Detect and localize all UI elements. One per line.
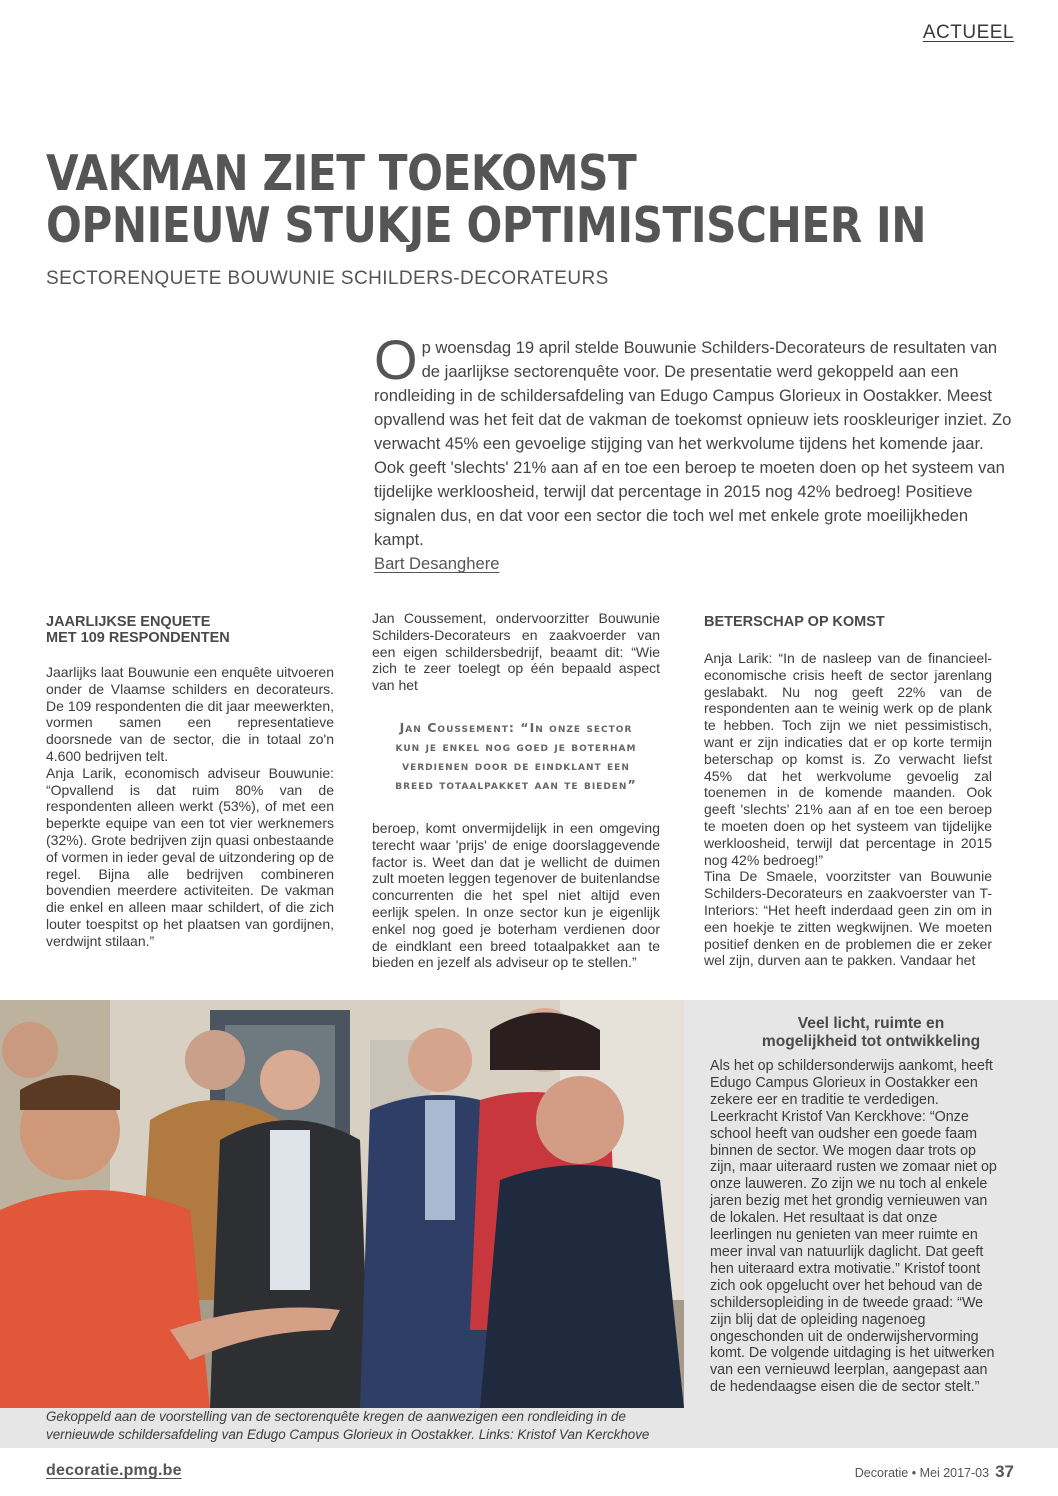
page-number: 37 (995, 1462, 1014, 1481)
author-byline: Bart Desanghere (374, 554, 500, 573)
article-subhead: SECTORENQUETE BOUWUNIE SCHILDERS-DECORATEURS (46, 268, 609, 289)
column-3 (704, 614, 992, 969)
column-1-heading-line-1: JAARLIJKSE ENQUETE (46, 614, 211, 630)
footer-website-link[interactable]: decoratie.pmg.be (46, 1462, 182, 1479)
headline-line-1: VAKMAN ZIET TOEKOMST (46, 145, 637, 202)
column-1-heading-line-2: MET 109 RESPONDENTEN (46, 630, 230, 646)
headline-line-2: OPNIEUW STUKJE OPTIMISTISCHER IN (46, 197, 927, 254)
column-3-paragraph: Anja Larik: “In de nasleep van de financieel-economische crisis heeft de sector jarenlang geslabakt. Nu nog geeft 22% van de respondenten aan te weinig werk op de plank te hebben. Toch zijn we niet pessimistisch, want er zijn indicaties dat er op korte termijn beterschap op komst is. Zo verwacht liefst 45% dat het werkvolume gevoelig zal toenemen in de komende maanden. Ook geeft 'slechts' 21% aan af en toe een beroep te moeten doen op het systeem van tijdelijke werkloosheid, terwijl dat percentage in 2015 nog 42% bedroeg!” (704, 650, 992, 868)
article-headline (46, 145, 927, 254)
footer-issue-info (855, 1462, 1014, 1482)
article-intro (374, 328, 1014, 552)
column-3-heading: BETERSCHAP OP KOMST (704, 614, 885, 630)
column-2-paragraph: beroep, komt onvermijdelijk in een omgeving terecht waar 'prijs' de enige doorslaggevende factor is. Weet dan dat je wellicht de duimen zult moeten leggen tegenover de buitenlandse concurrenten die het spel niet altijd even eerlijk spelen. In onze sector kun je eigenlijk enkel nog goed je boterham verdienen door de eindklant een breed totaalpakket aan te bieden en jezelf als adviseur op te stellen.” (372, 819, 660, 971)
column-2-paragraph: Jan Coussement, ondervoorzitter Bouwunie Schilders-Decorateurs en zaakvoerder van een eigen schildersbedrijf, beaamt dit: “Wie zich te zeer toelegt op één bepaald aspect van het (372, 610, 660, 694)
group-photo (0, 1000, 684, 1408)
drop-cap: O (374, 328, 418, 391)
column-1-paragraph: Jaarlijks laat Bouwunie een enquête uitvoeren onder de Vlaamse schilders en decorateurs. De 109 respondenten die dit jaar meewerkten, vormen samen een representatieve doorsnede van de sector, die in totaal zo'n 4.600 bedrijven telt. (46, 664, 334, 764)
column-1-paragraph: Anja Larik, economisch adviseur Bouwunie: “Opvallend is dat ruim 80% van de respondenten alleen werkt (53%), of met een beperkte equipe van een tot vier werknemers (32%). Grote bedrijven zijn quasi onbestaande of vormen in ieder geval de uitzondering op de regel. Bijna alle bedrijven combineren bovendien meerdere activiteiten. De vakman die enkel en alleen maar schildert, of die zich louter toespitst op het plaatsen van gordijnen, verdwijnt stilaan.” (46, 764, 334, 949)
footer-issue: Decoratie • Mei 2017-03 (854, 1466, 990, 1480)
group-photo-illustration (0, 1000, 684, 1408)
column-3-paragraph: Tina De Smaele, voorzitster van Bouwunie Schilders-Decorateurs en zaakvoerster van T-Interiors: “Het heeft inderdaad geen zin om in een hoekje te zitten wegkwijnen. We moeten positief denken en de problemen die er zeker wel zijn, durven aan te pakken. Vandaar het (704, 868, 992, 969)
pull-quote: Jan Coussement: “In onze sector kun je enkel nog goed je boterham verdienen door de eindklant een breed totaalpakket aan te bieden” (395, 719, 637, 792)
photo-caption: Gekoppeld aan de voorstelling van de sectorenquête kregen de aanwezigen een rondleiding in de vernieuwde schildersafdeling van Edugo Campus Glorieux in Oostakker. Links: Kristof Van Kerckhove (46, 1409, 650, 1442)
sidebar-title-line-2: mogelijkheid tot ontwikkeling (761, 1033, 981, 1050)
column-1 (46, 614, 334, 950)
column-2 (372, 610, 660, 971)
column-1-heading (46, 614, 334, 646)
section-label: ACTUEEL (922, 22, 1014, 43)
sidebar-body: Als het op schildersonderwijs aankomt, heeft Edugo Campus Glorieux in Oostakker een zekere eer en traditie te verdedigen. Leerkracht Kristof Van Kerckhove: “Onze school heeft van oudsher een goede faam binnen de sector. We mogen daar trots op zijn, maar uiteraard rusten we zomaar niet op onze lauweren. Zo zijn we nu toch al enkele jaren bezig met het grondig vernieuwen van de lokalen. Het resultaat is dat onze leerlingen nu genieten van meer ruimte en meer inval van natuurlijk daglicht. Dat geeft hen uiteraard extra motivatie.” Kristof toont zich ook opgelucht over het behoud van de schildersopleiding in de tweede graad: “We zijn blij dat de opleiding nagenoeg ongeschonden uit de onderwijshervorming komt. De volgende uitdaging is het uitwerken van een vernieuwd leerplan, aangepast aan de hedendaagse eisen die de sector stelt.” (710, 1058, 997, 1396)
intro-text: p woensdag 19 april stelde Bouwunie Schilders-Decorateurs de resultaten van de jaarlijkse sectorenquête voor. De presentatie werd gekoppeld aan een rondleiding in de schildersafdeling van Edugo Campus Glorieux in Oostakker. Meest opvallend was het feit dat de vakman de toekomst opnieuw iets rooskleuriger inziet. Zo verwacht 45% een gevoelige stijging van het werkvolume tijdens het komende jaar. Ook geeft 'slechts' 21% aan af en toe een beroep te moeten doen op het systeem van tijdelijke werkloosheid, terwijl dat percentage in 2015 nog 42% bedroeg! Positieve signalen dus, en dat voor een sector die toch wel met enkele grote moeilijkheden kampt. (374, 338, 1012, 549)
sidebar-title (706, 1015, 1036, 1051)
sidebar-title-line-1: Veel licht, ruimte en (797, 1015, 945, 1032)
